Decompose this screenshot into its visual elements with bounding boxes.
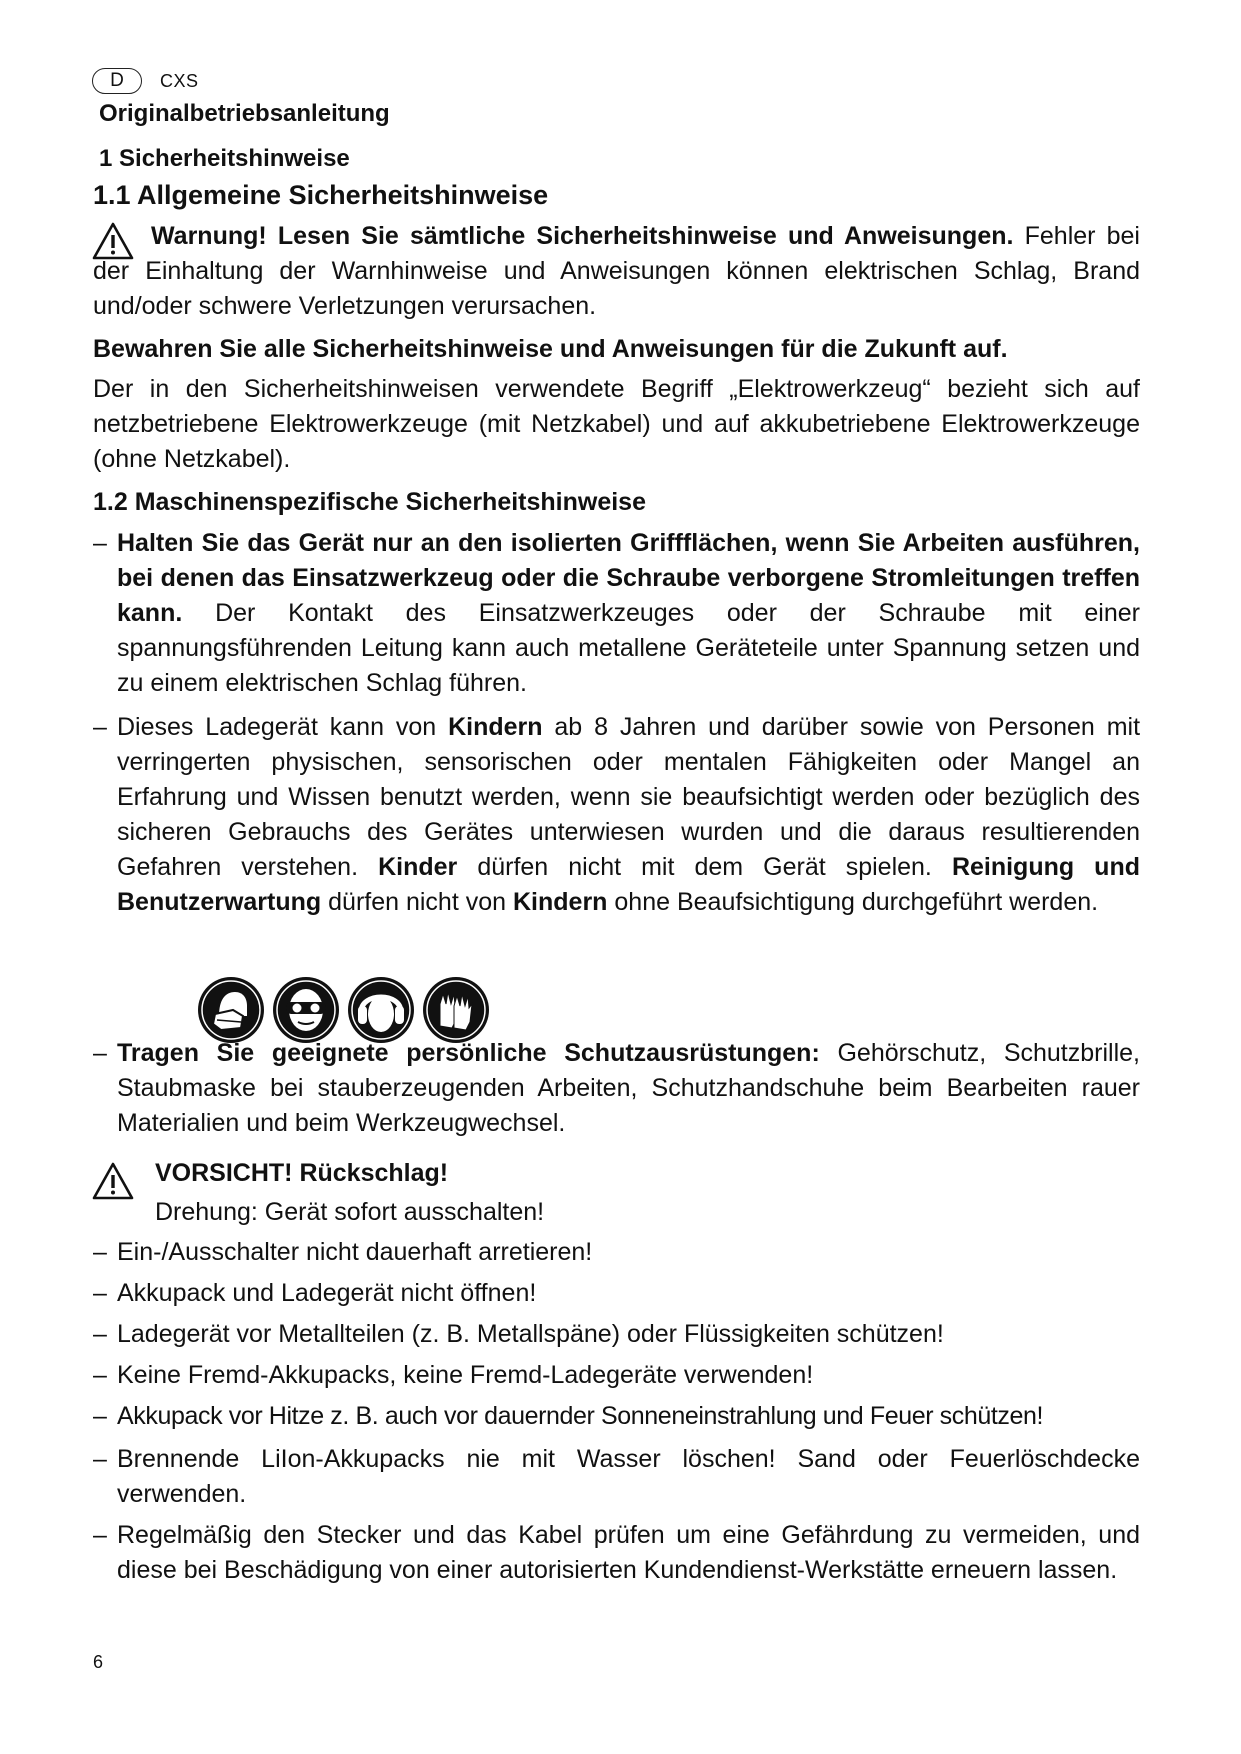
section-heading: 1 Sicherheitshinweise <box>99 145 350 172</box>
page-header <box>92 68 199 94</box>
bullet-text: dürfen nicht von <box>328 888 507 916</box>
ear-protection-icon <box>347 976 415 1044</box>
rule-item <box>93 1235 1140 1270</box>
model-label: CXS <box>160 70 199 91</box>
rule-item <box>93 1358 1140 1393</box>
rule-text: Akkupack und Ladegerät nicht öffnen! <box>117 1279 537 1307</box>
bullet-bold-text: Halten Sie das Gerät nur an den isolierten Griffflächen, wenn Sie Arbeiten ausführen, bei denen das Einsatzwerkzeug oder die Schraube verborgene Stromleitungen treffen kann. <box>117 529 1140 627</box>
bullet-dash: – <box>93 1320 107 1348</box>
warning-bold-text: Warnung! Lesen Sie sämtliche Sicherheitshinweise und Anweisungen. <box>151 222 1014 250</box>
keep-instructions-notice: Bewahren Sie alle Sicherheitshinweise und Anweisungen für die Zukunft auf. <box>93 335 1008 363</box>
bullet-dash: – <box>93 1279 107 1307</box>
bullet-body-text: Gehörschutz, Schutzbrille, Staubmaske bei stauberzeugenden Arbeiten, Schutzhandschuhe beim Bearbeiten rauer Materialien und beim Werkzeugwechsel. <box>117 1039 1140 1137</box>
bullet-dash: – <box>93 1238 107 1266</box>
bullet-protective-equipment <box>93 1036 1140 1141</box>
bullet-dash: – <box>93 1402 107 1430</box>
bullet-dash: – <box>93 529 107 557</box>
rule-item <box>93 1442 1140 1512</box>
rule-text: Ladegerät vor Metallteilen (z. B. Metallspäne) oder Flüssigkeiten schützen! <box>117 1320 944 1348</box>
bullet-bold-text: Reinigung und Benutzerwartung <box>117 853 1140 916</box>
bullet-dash: – <box>93 1039 107 1067</box>
bullet-bold-text: Kinder <box>378 853 458 881</box>
rule-text: Keine Fremd-Akkupacks, keine Fremd-Ladegeräte verwenden! <box>117 1361 814 1389</box>
bullet-dash: – <box>93 1445 107 1473</box>
general-warning-paragraph <box>93 219 1140 324</box>
rule-text: Ein-/Ausschalter nicht dauerhaft arretieren! <box>117 1238 593 1266</box>
document-title: Originalbetriebsanleitung <box>99 100 390 127</box>
bullet-dash: – <box>93 1361 107 1389</box>
bullet-bold-text: Kindern <box>513 888 608 916</box>
caution-triangle-icon <box>92 1162 134 1200</box>
rule-item <box>93 1317 1140 1352</box>
caution-text: Drehung: Gerät sofort ausschalten! <box>155 1198 545 1226</box>
bullet-bold-text: Tragen Sie geeignete persönliche Schutzausrüstungen: <box>117 1039 820 1067</box>
bullet-text: ohne Beaufsichtigung durchgeführt werden. <box>614 888 1099 916</box>
language-badge: D <box>92 68 142 94</box>
warning-body-text: Fehler bei der Einhaltung der Warnhinweise und Anweisungen können elektrischen Schlag, Brand und/oder schwere Verletzungen verursachen. <box>93 222 1140 320</box>
page-number: 6 <box>93 1652 104 1672</box>
bullet-body-text: Der Kontakt des Einsatzwerkzeuges oder der Schraube mit einer spannungsführenden Leitung kann auch metallene Geräteteile unter Spannung setzen und zu einem elektrischen Schlag führen. <box>117 599 1140 697</box>
rule-text: Akkupack vor Hitze z. B. auch vor dauernder Sonneneinstrahlung und Feuer schützen! <box>117 1402 1044 1430</box>
ppe-icons-row <box>197 976 490 1044</box>
bullet-bold-text: Kindern <box>448 713 543 741</box>
subsection-heading-general: 1.1 Allgemeine Sicherheitshinweise <box>93 180 549 210</box>
safety-goggles-icon <box>272 976 340 1044</box>
rule-text: Brennende LiIon-Akkupacks nie mit Wasser löschen! Sand oder Feuerlöschdecke verwenden. <box>117 1445 1140 1508</box>
dust-mask-icon <box>197 976 265 1044</box>
bullet-text: Dieses Ladegerät kann von <box>117 713 437 741</box>
bullet-charger-children <box>93 710 1140 920</box>
rule-text: Regelmäßig den Stecker und das Kabel prüfen um eine Gefährdung zu vermeiden, und diese bei Beschädigung von einer autorisierten Kundendienst-Werkstätte erneuern lassen. <box>117 1521 1140 1584</box>
bullet-insulated-grip <box>93 526 1140 701</box>
rule-item <box>93 1399 1140 1434</box>
gloves-icon <box>422 976 490 1044</box>
rule-item <box>93 1276 1140 1311</box>
bullet-dash: – <box>93 713 107 741</box>
power-tool-term-paragraph: Der in den Sicherheitshinweisen verwendete Begriff „Elektrowerkzeug“ bezieht sich auf netzbetriebene Elektrowerkzeuge (mit Netzkabel) und auf akkubetriebene Elektrowerkzeuge (ohne Netzkabel). <box>93 375 1140 473</box>
caution-title: VORSICHT! Rückschlag! <box>155 1159 449 1187</box>
bullet-text: ab 8 Jahren und darüber sowie von Personen mit verringerten physischen, sensorischen oder mentalen Fähigkeiten oder Mangel an Erfahrung und Wissen benutzt werden, wenn sie beaufsichtigt werden oder bezüglich des sicheren Gebrauchs des Gerätes unterwiesen wurden und die daraus resultierenden Gefahren verstehen. <box>117 713 1141 881</box>
rule-item <box>93 1518 1140 1588</box>
bullet-dash: – <box>93 1521 107 1549</box>
bullet-text: dürfen nicht mit dem Gerät spielen. <box>477 853 932 881</box>
subsection-heading-machine: 1.2 Maschinenspezifische Sicherheitshinweise <box>93 488 646 516</box>
